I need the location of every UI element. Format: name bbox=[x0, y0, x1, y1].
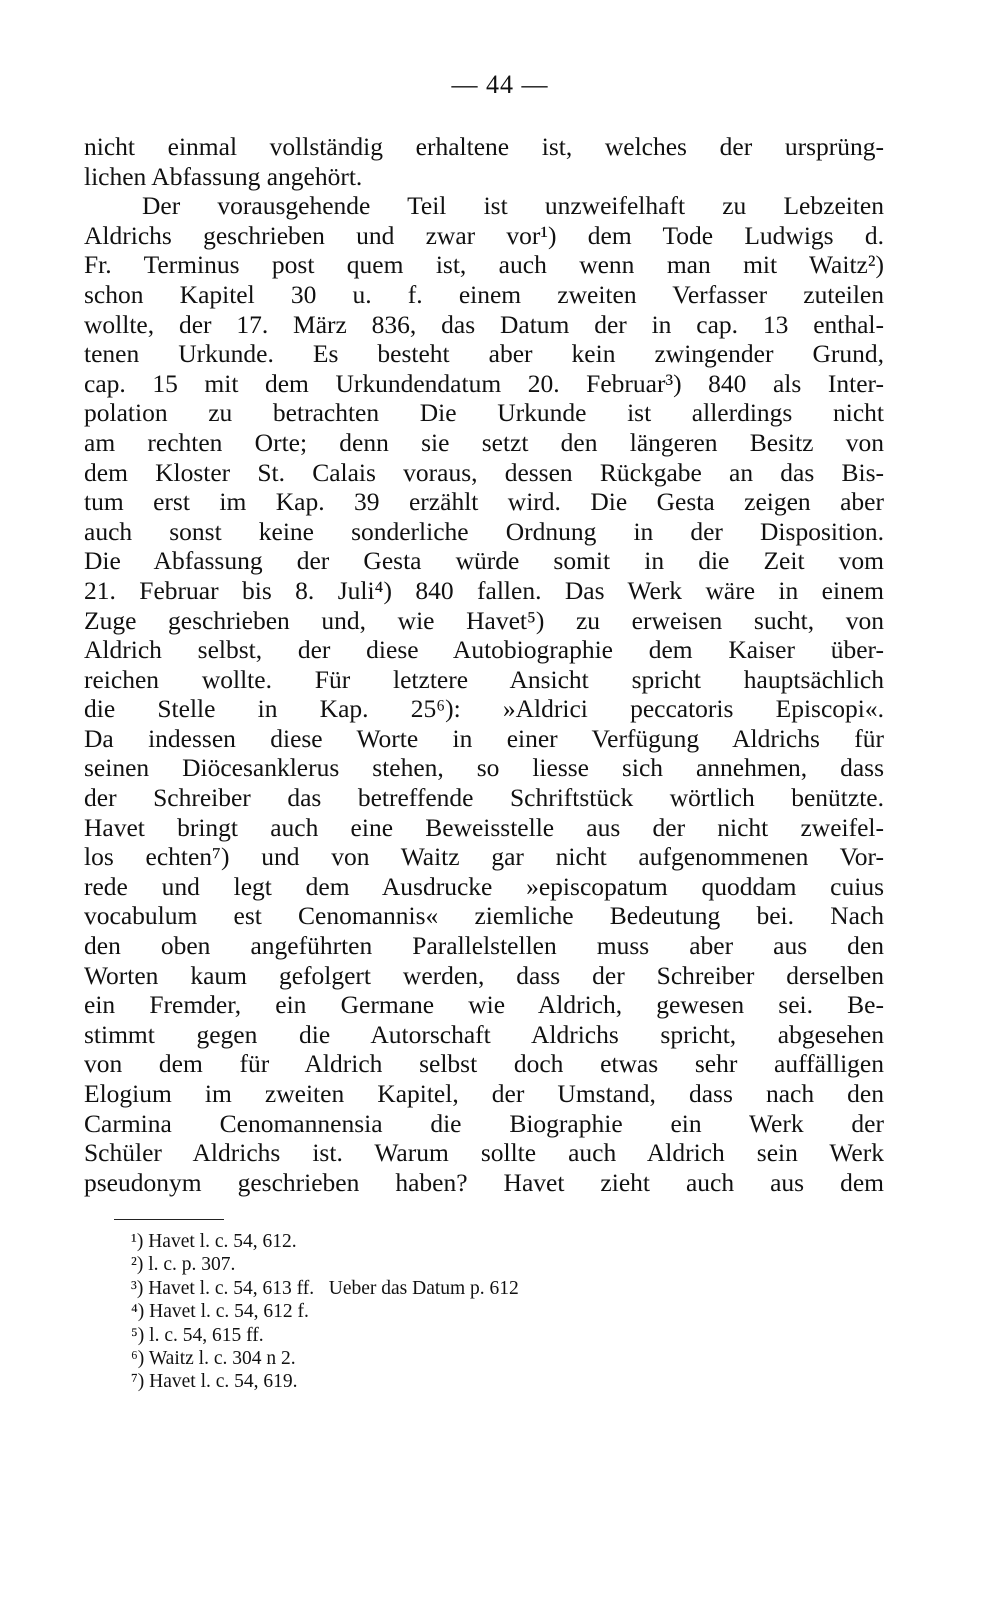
text-line: los echten⁷) und von Waitz gar nicht aufgenommenen Vor- bbox=[84, 842, 884, 872]
text-line: tenen Urkunde. Es besteht aber kein zwingender Grund, bbox=[84, 339, 884, 369]
text-line: pseudonym geschrieben haben? Havet zieht auch aus dem bbox=[84, 1167, 884, 1197]
footnote: ⁶) Waitz l. c. 304 n 2. bbox=[131, 1347, 296, 1369]
text-line: am rechten Orte; denn sie setzt den längeren Besitz von bbox=[84, 427, 884, 457]
main-text bbox=[84, 132, 884, 1197]
text-line: tum erst im Kap. 39 erzählt wird. Die Gesta zeigen aber bbox=[84, 487, 884, 517]
footnote: ⁴) Havet l. c. 54, 612 f. bbox=[131, 1301, 309, 1323]
footnote: ⁷) Havet l. c. 54, 619. bbox=[131, 1371, 298, 1393]
text-line: Aldrich selbst, der diese Autobiographie dem Kaiser über- bbox=[84, 635, 884, 665]
text-line: Aldrichs geschrieben und zwar vor¹) dem Tode Ludwigs d. bbox=[84, 220, 884, 250]
text-line: cap. 15 mit dem Urkundendatum 20. Februar³) 840 als Inter- bbox=[84, 368, 884, 398]
page-number-header: — 44 — bbox=[451, 70, 549, 99]
footnote: ²) l. c. p. 307. bbox=[131, 1254, 236, 1276]
text-line: Havet bringt auch eine Beweisstelle aus der nicht zweifel- bbox=[84, 812, 884, 842]
text-line: stimmt gegen die Autorschaft Aldrichs spricht, abgesehen bbox=[84, 1019, 884, 1049]
text-line: ein Fremder, ein Germane wie Aldrich, gewesen sei. Be- bbox=[84, 990, 884, 1020]
text-line: reichen wollte. Für letztere Ansicht spricht hauptsächlich bbox=[84, 664, 884, 694]
text-line: Der vorausgehende Teil ist unzweifelhaft zu Lebzeiten bbox=[142, 191, 884, 221]
text-line: die Stelle in Kap. 25⁶): »Aldrici peccatoris Episcopi«. bbox=[84, 694, 884, 724]
text-line: Worten kaum gefolgert werden, dass der Schreiber derselben bbox=[84, 960, 884, 990]
text-line: rede und legt dem Ausdrucke »episcopatum quoddam cuius bbox=[84, 871, 884, 901]
footnote: ¹) Havet l. c. 54, 612. bbox=[131, 1231, 297, 1252]
text-line: der Schreiber das betreffende Schriftstück wörtlich benützte. bbox=[84, 783, 884, 813]
text-line: Zuge geschrieben und, wie Havet⁵) zu erweisen sucht, von bbox=[84, 605, 884, 635]
footnotes bbox=[131, 1230, 831, 1394]
text-line: Da indessen diese Worte in einer Verfügung Aldrichs für bbox=[84, 723, 884, 753]
text-line: wollte, der 17. März 836, das Datum der in cap. 13 enthal- bbox=[84, 309, 884, 339]
text-line: nicht einmal vollständig erhaltene ist, welches der ursprüng- bbox=[84, 132, 884, 161]
text-line: seinen Diöcesanklerus stehen, so liesse sich annehmen, dass bbox=[84, 753, 884, 783]
footnote: ⁵) l. c. 54, 615 ff. bbox=[131, 1324, 264, 1346]
text-line: lichen Abfassung angehört. bbox=[84, 161, 363, 191]
text-line: Schüler Aldrichs ist. Warum sollte auch Aldrich sein Werk bbox=[84, 1138, 884, 1168]
text-line: 21. Februar bis 8. Juli⁴) 840 fallen. Das Werk wäre in einem bbox=[84, 575, 884, 605]
text-line: auch sonst keine sonderliche Ordnung in der Disposition. bbox=[84, 516, 884, 546]
text-line: Die Abfassung der Gesta würde somit in die Zeit vom bbox=[84, 546, 884, 576]
footnote: ³) Havet l. c. 54, 613 ff. Ueber das Datum p. 612 bbox=[131, 1277, 519, 1299]
text-line: von dem für Aldrich selbst doch etwas sehr auffälligen bbox=[84, 1049, 884, 1079]
text-line: vocabulum est Cenomannis« ziemliche Bedeutung bei. Nach bbox=[84, 901, 884, 931]
text-line: den oben angeführten Parallelstellen muss aber aus den bbox=[84, 931, 884, 961]
footnote-divider bbox=[114, 1219, 224, 1220]
text-line: polation zu betrachten Die Urkunde ist allerdings nicht bbox=[84, 398, 884, 428]
text-line: dem Kloster St. Calais voraus, dessen Rückgabe an das Bis- bbox=[84, 457, 884, 487]
text-line: schon Kapitel 30 u. f. einem zweiten Verfasser zuteilen bbox=[84, 279, 884, 309]
text-line: Elogium im zweiten Kapitel, der Umstand, dass nach den bbox=[84, 1079, 884, 1108]
text-line: Fr. Terminus post quem ist, auch wenn man mit Waitz²) bbox=[84, 250, 884, 280]
text-line: Carmina Cenomannensia die Biographie ein Werk der bbox=[84, 1108, 884, 1138]
